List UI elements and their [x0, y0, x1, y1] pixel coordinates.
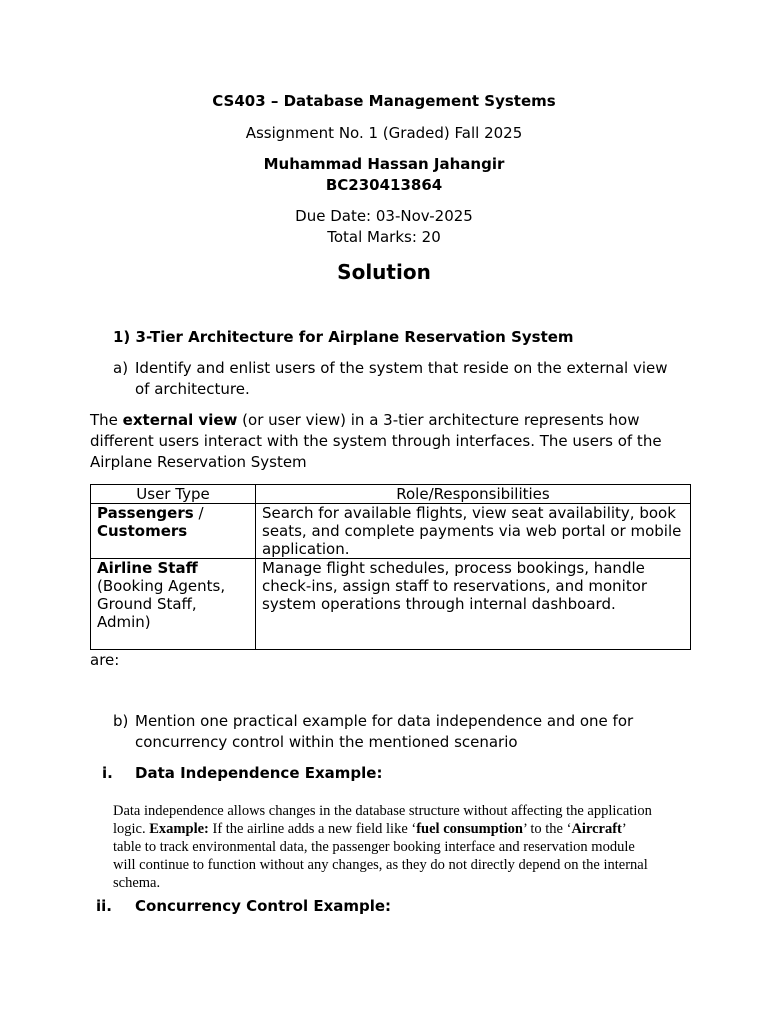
data-indep-label: i. [102, 764, 113, 782]
after-table-text: are: [90, 651, 120, 669]
cell-role [256, 559, 691, 650]
header-role: Role/Responsibilities [256, 485, 691, 504]
role-line2: check-ins, assign staff to reservations, and monitor [262, 577, 648, 595]
role-line2: seats, and complete payments via web portal or mobile [262, 522, 682, 540]
student-id: BC230413864 [325, 176, 443, 194]
solution-heading: Solution [337, 260, 431, 284]
user-type-line2: (Booking Agents, [97, 577, 226, 595]
user-type-line3: Ground Staff, [97, 595, 197, 613]
user-type-line4: Admin) [97, 613, 151, 631]
due-date: Due Date: 03-Nov-2025 [295, 207, 473, 225]
role-line1: Manage flight schedules, process bookings, handle [262, 559, 645, 577]
header-user-type: User Type [91, 485, 256, 504]
user-type-rest: / [193, 504, 204, 522]
q1b-label: b) [113, 712, 129, 730]
l2-mid: If the airline adds a new field like ‘ [208, 821, 417, 837]
q1-number: 1) [113, 328, 131, 346]
table-header-row [91, 485, 691, 504]
l2-mid2: ’ to the ‘ [522, 821, 572, 837]
l2-end: ’ [621, 821, 627, 837]
table-row [91, 504, 691, 559]
course-title: CS403 – Database Management Systems [212, 92, 556, 110]
q1b-line1: Mention one practical example for data independence and one for [135, 712, 634, 730]
l2-fuel: fuel consumption [416, 821, 523, 837]
total-marks: Total Marks: 20 [327, 228, 441, 246]
intro-pre: The [90, 411, 123, 429]
q1b-line2: concurrency control within the mentioned scenario [135, 733, 518, 751]
table-row [91, 559, 691, 650]
user-type-bold: Passengers [97, 504, 194, 522]
q1a-line2: of architecture. [135, 380, 250, 398]
l2-example: Example: [149, 821, 209, 837]
data-indep-l4: will continue to function without any changes, as they do not directly depend on the internal [113, 857, 648, 873]
q1a-line1: Identify and enlist users of the system that reside on the external view [135, 359, 668, 377]
concurrency-label: ii. [96, 897, 112, 915]
q1-heading [113, 327, 574, 348]
user-type-bold: Airline Staff [97, 559, 198, 577]
cell-user-type [91, 559, 256, 650]
data-indep-l5: schema. [113, 875, 161, 891]
role-line3: system operations through internal dashboard. [262, 595, 616, 613]
user-type-line2: Customers [97, 522, 188, 540]
assignment-line: Assignment No. 1 (Graded) Fall 2025 [245, 124, 523, 142]
cell-role [256, 504, 691, 559]
l2-aircraft: Aircraft [571, 821, 622, 837]
data-indep-l2 [113, 820, 627, 838]
intro-line3: Airplane Reservation System [90, 453, 307, 471]
student-name: Muhammad Hassan Jahangir [263, 155, 505, 173]
cell-user-type [91, 504, 256, 559]
l2-pre: logic. [113, 821, 150, 837]
users-table [90, 484, 691, 650]
intro-line2: different users interact with the system through interfaces. The users of the [90, 432, 662, 450]
intro-post: (or user view) in a 3-tier architecture represents how [237, 411, 640, 429]
q1-title: 3-Tier Architecture for Airplane Reservation System [135, 328, 574, 346]
data-indep-title: Data Independence Example: [135, 764, 383, 782]
data-indep-l1: Data independence allows changes in the database structure without affecting the application [113, 803, 652, 819]
role-line3: application. [262, 540, 350, 558]
intro-bold: external view [122, 411, 238, 429]
concurrency-title: Concurrency Control Example: [135, 897, 392, 915]
role-line1: Search for available flights, view seat availability, book [262, 504, 676, 522]
data-indep-l3: table to track environmental data, the passenger booking interface and reservation module [113, 839, 635, 855]
q1a-label: a) [113, 359, 129, 377]
intro-line1 [90, 410, 640, 431]
